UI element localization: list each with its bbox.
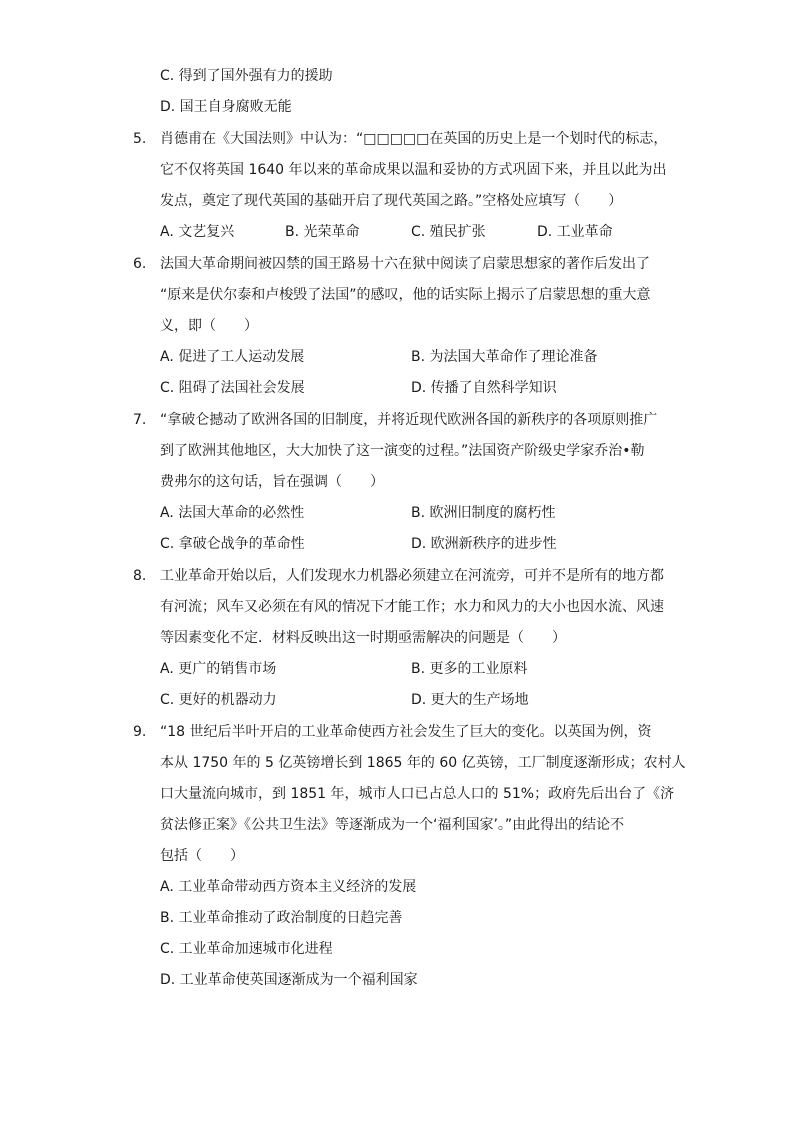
q9-option-d: D. 工业革命使英国逐渐成为一个福利国家	[160, 972, 418, 988]
q8-stem-line-2: 有河流；风车又必须在有风的情况下才能工作；水力和风力的大小也因水流、风速	[160, 599, 664, 615]
q9-stem-line-5: 包括（ ）	[160, 848, 244, 864]
q5-stem-line-3: 发点，奠定了现代英国的基础开启了现代英国之路。”空格处应填写（ ）	[160, 193, 623, 209]
q9-option-c: C. 工业革命加速城市化进程	[160, 941, 333, 957]
q7-stem-line-2: 到了欧洲其他地区，大大加快了这一演变的过程。”法国资产阶级史学家乔治•勒	[160, 443, 645, 459]
q8-option-b: B. 更多的工业原料	[411, 661, 528, 677]
q8-number: 8.	[133, 568, 147, 584]
q9-option-a: A. 工业革命带动西方资本主义经济的发展	[160, 879, 417, 895]
q8-stem-line-1: 工业革命开始以后，人们发现水力机器必须建立在河流旁，可并不是所有的地方都	[160, 568, 664, 584]
q5-option-a: A. 文艺复兴	[160, 224, 235, 240]
q9-stem-line-4: 贫法修正案》《公共卫生法》等逐渐成为一个‘福利国家’。”由此得出的结论不	[160, 817, 625, 833]
q4-option-d: D. 国王自身腐败无能	[160, 99, 292, 115]
q6-stem-line-1: 法国大革命期间被囚禁的国王路易十六在狱中阅读了启蒙思想家的著作后发出了	[160, 256, 650, 272]
q7-option-d: D. 欧洲新秩序的进步性	[411, 536, 557, 552]
q6-option-d: D. 传播了自然科学知识	[411, 380, 557, 396]
q7-stem-line-1: “拿破仑撼动了欧洲各国的旧制度，并将近现代欧洲各国的新秩序的各项原则推广	[160, 412, 658, 428]
q5-option-c: C. 殖民扩张	[411, 224, 486, 240]
q5-option-b: B. 光荣革命	[285, 224, 360, 240]
q5-option-d: D. 工业革命	[537, 224, 613, 240]
q7-option-b: B. 欧洲旧制度的腐朽性	[411, 505, 556, 521]
q6-option-a: A. 促进了工人运动发展	[160, 349, 305, 365]
q6-stem-line-3: 义，即（ ）	[160, 318, 258, 334]
q9-number: 9.	[133, 724, 147, 740]
q9-stem-line-3: 口大量流向城市，到 1851 年，城市人口已占总人口的 51%；政府先后出台了《济	[160, 786, 675, 802]
q8-option-c: C. 更好的机器动力	[160, 692, 277, 708]
q8-option-d: D. 更大的生产场地	[411, 692, 529, 708]
q5-stem-line-1: 肖德甫在《大国法则》中认为：“□□□□□在英国的历史上是一个划时代的标志，	[160, 131, 668, 147]
q7-option-c: C. 拿破仑战争的革命性	[160, 536, 305, 552]
q9-option-b: B. 工业革命推动了政治制度的日趋完善	[160, 910, 403, 926]
q6-option-c: C. 阻碍了法国社会发展	[160, 380, 305, 396]
q7-number: 7.	[133, 412, 147, 428]
q5-number: 5.	[133, 131, 147, 147]
q4-option-c: C. 得到了国外强有力的援助	[160, 68, 333, 84]
q9-stem-line-1: “18 世纪后半叶开启的工业革命使西方社会发生了巨大的变化。以英国为例，资	[160, 724, 652, 740]
q9-stem-line-2: 本从 1750 年的 5 亿英镑增长到 1865 年的 60 亿英镑，工厂制度逐渐形成；农村人	[160, 755, 686, 771]
q6-stem-line-2: “原来是伏尔泰和卢梭毁了法国”的感叹，他的话实际上揭示了启蒙思想的重大意	[160, 287, 651, 303]
q6-number: 6.	[133, 256, 147, 272]
q6-option-b: B. 为法国大革命作了理论准备	[411, 349, 598, 365]
q5-stem-line-2: 它不仅将英国 1640 年以来的革命成果以温和妥协的方式巩固下来，并且以此为出	[160, 162, 667, 178]
q7-option-a: A. 法国大革命的必然性	[160, 505, 305, 521]
q7-stem-line-3: 费弗尔的这句话，旨在强调（ ）	[160, 474, 384, 490]
q8-stem-line-3: 等因素变化不定．材料反映出这一时期亟需解决的问题是（ ）	[160, 630, 566, 646]
q8-option-a: A. 更广的销售市场	[160, 661, 277, 677]
